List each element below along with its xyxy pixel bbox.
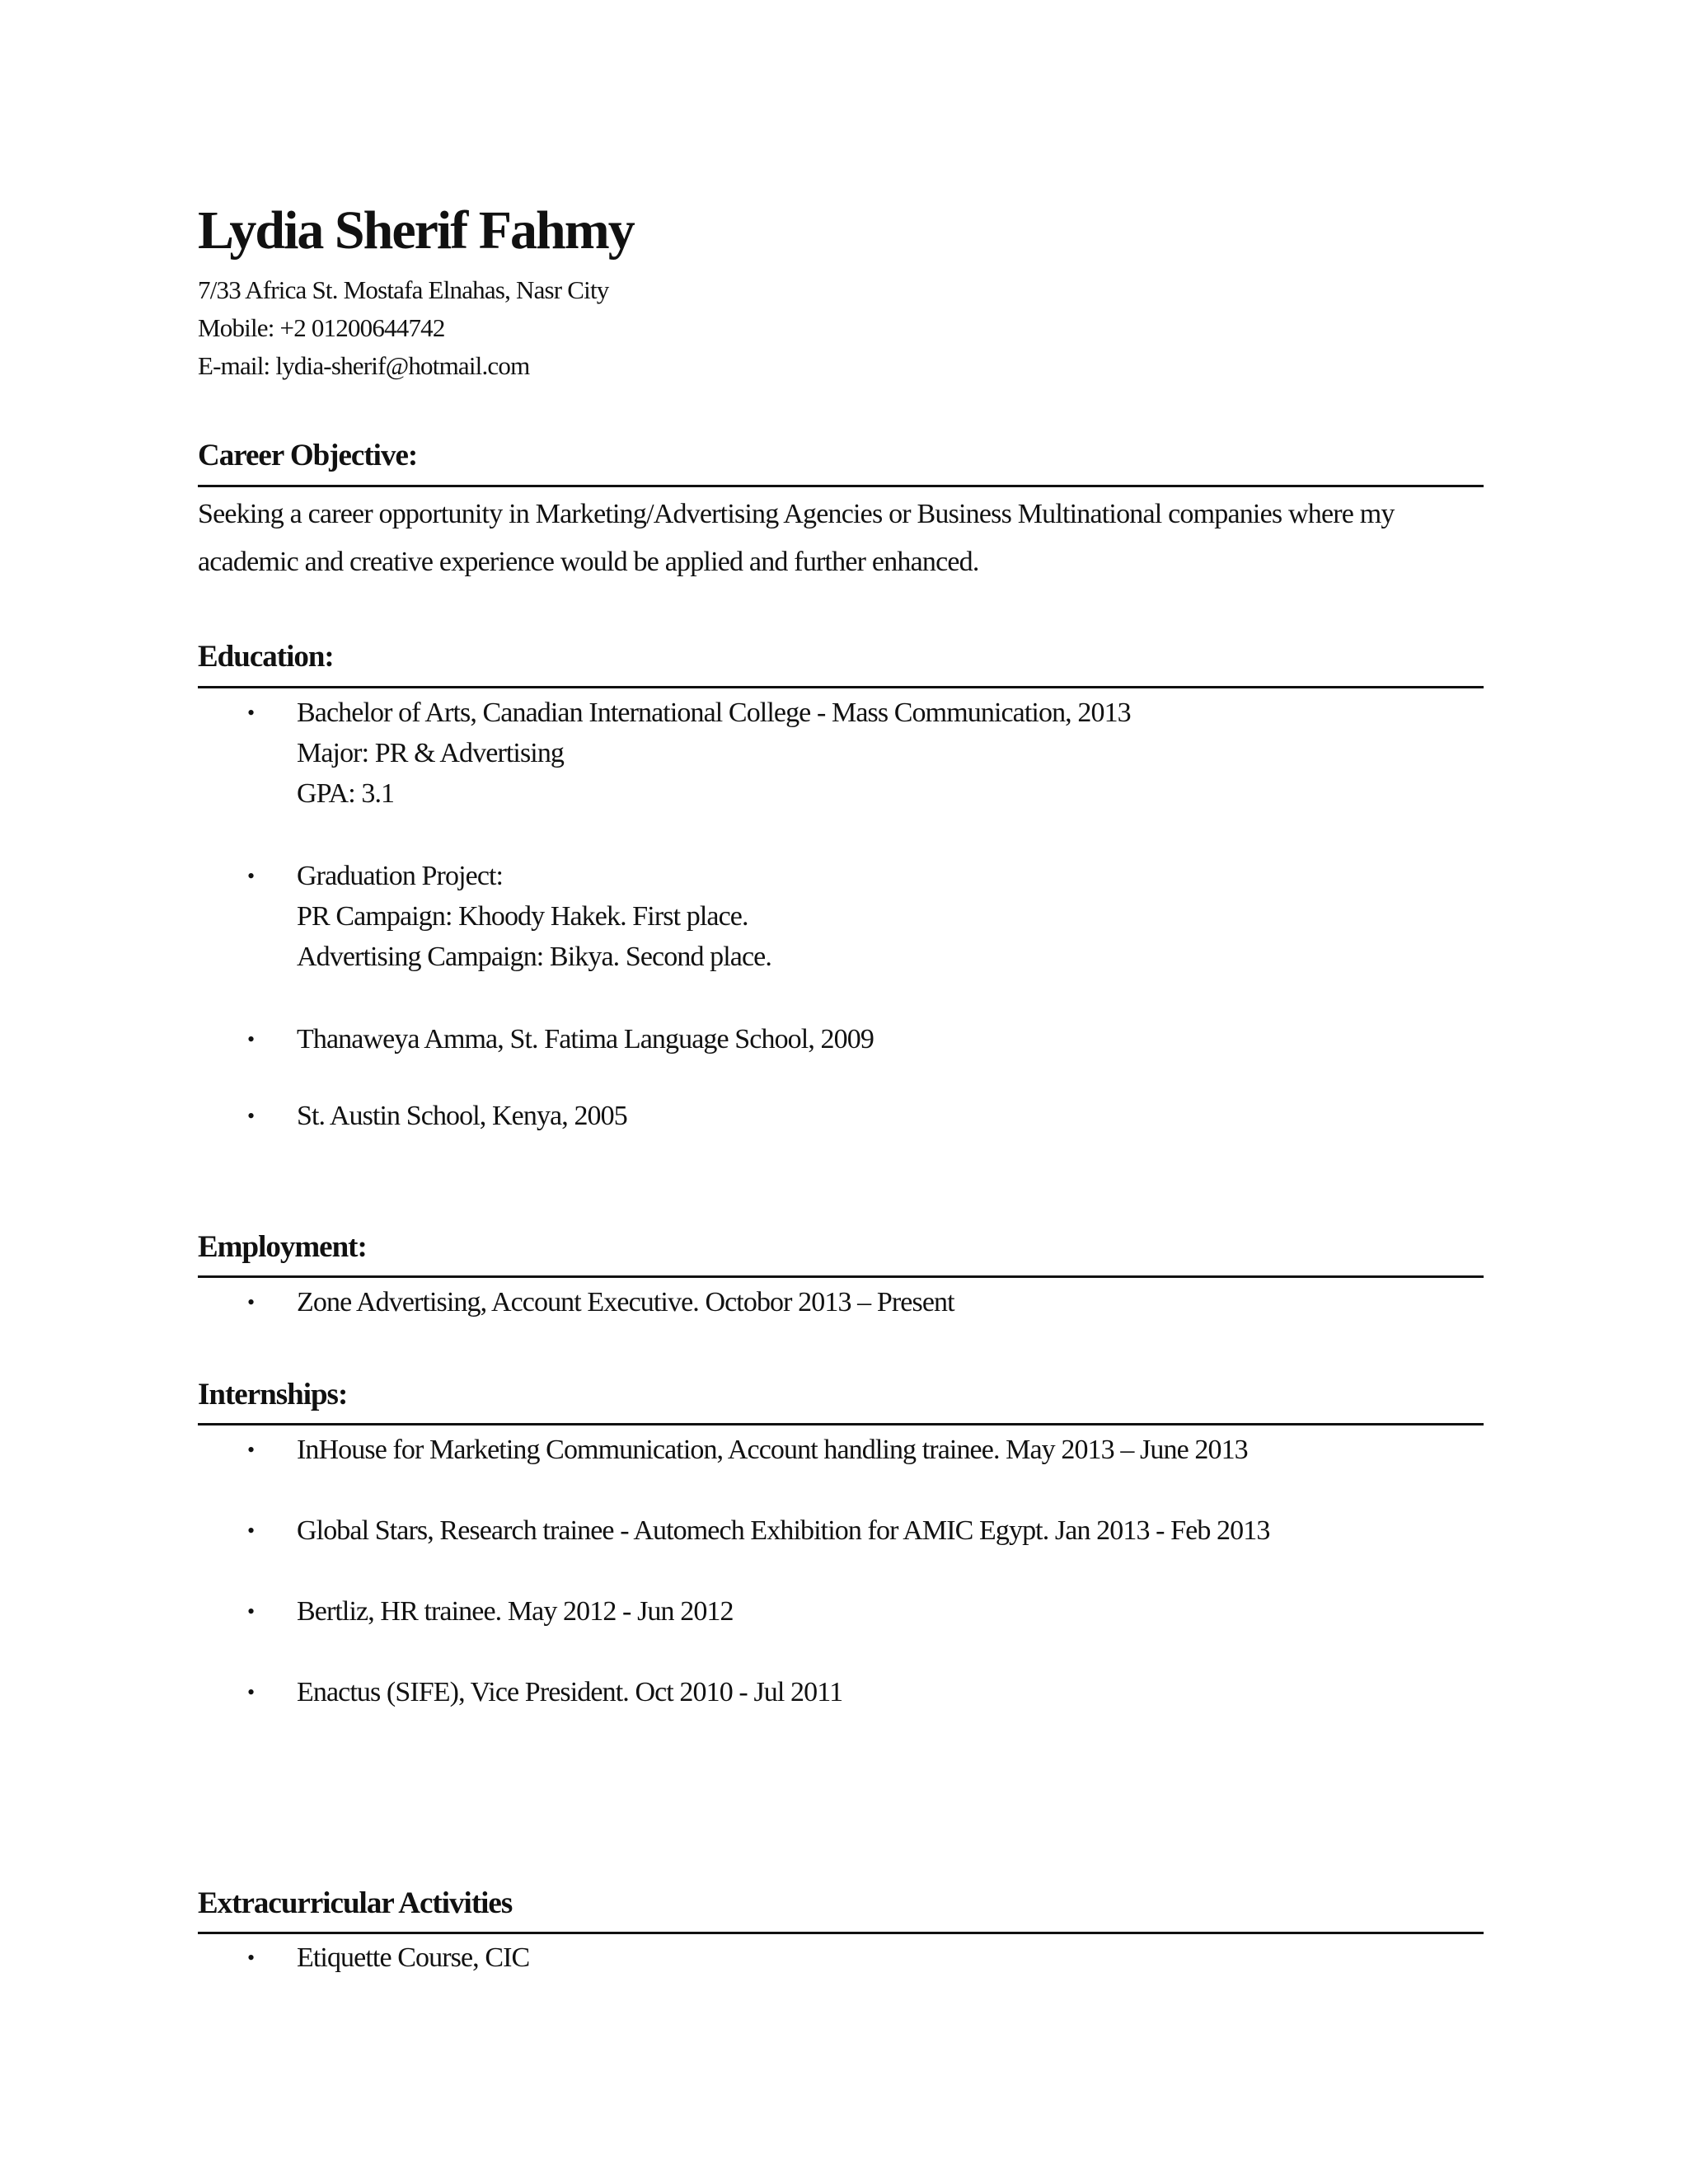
- career-objective-text: Seeking a career opportunity in Marketing/Advertising Agencies or Business Multinational companies where my academic and creative experience would be applied and further enhanced.: [198, 499, 1395, 577]
- extracurricular-rule: [198, 1932, 1484, 1934]
- advertising-campaign-line: Advertising Campaign: Bikya. Second place.: [297, 942, 771, 972]
- bullet-icon: •: [247, 1438, 255, 1462]
- bullet-icon: •: [247, 864, 255, 888]
- education-major: Major: PR & Advertising: [297, 738, 565, 768]
- education-title: Education:: [198, 640, 334, 674]
- bullet-icon: •: [247, 1519, 255, 1543]
- graduation-project-heading: Graduation Project:: [297, 861, 504, 891]
- contact-block: [198, 271, 608, 385]
- internship-item-text: Global Stars, Research trainee - Automech Exhibition for AMIC Egypt. Jan 2013 - Feb 2013: [297, 1515, 1270, 1546]
- internships-rule: [198, 1423, 1484, 1425]
- education-item-text: St. Austin School, Kenya, 2005: [297, 1101, 627, 1131]
- mobile-line: Mobile: +2 01200644742: [198, 313, 445, 342]
- education-gpa: GPA: 3.1: [297, 778, 395, 809]
- internships-title: Internships:: [198, 1378, 348, 1411]
- bullet-icon: •: [247, 1946, 255, 1970]
- bullet-icon: •: [247, 1599, 255, 1623]
- bullet-icon: •: [247, 1290, 255, 1314]
- internship-item-text: InHouse for Marketing Communication, Account handling trainee. May 2013 – June 2013: [297, 1435, 1248, 1465]
- bullet-icon: •: [247, 1104, 255, 1128]
- career-objective-rule: [198, 485, 1484, 487]
- internship-item-text: Enactus (SIFE), Vice President. Oct 2010 - Jul 2011: [297, 1677, 843, 1707]
- employment-rule: [198, 1275, 1484, 1278]
- bullet-icon: •: [247, 1680, 255, 1704]
- resume-name: Lydia Sherif Fahmy: [198, 200, 634, 261]
- employment-title: Employment:: [198, 1230, 367, 1264]
- employment-item-text: Zone Advertising, Account Executive. Octobor 2013 – Present: [297, 1287, 954, 1317]
- bullet-icon: •: [247, 1027, 255, 1051]
- education-degree: Bachelor of Arts, Canadian International College - Mass Communication, 2013: [297, 697, 1131, 728]
- resume-page: [198, 0, 1484, 2184]
- bullet-icon: •: [247, 701, 255, 725]
- pr-campaign-line: PR Campaign: Khoody Hakek. First place.: [297, 901, 748, 932]
- education-rule: [198, 686, 1484, 688]
- extracurricular-title: Extracurricular Activities: [198, 1886, 513, 1920]
- email-line: E-mail: lydia-sherif@hotmail.com: [198, 351, 530, 380]
- internship-item-text: Bertliz, HR trainee. May 2012 - Jun 2012: [297, 1596, 734, 1627]
- career-objective-title: Career Objective:: [198, 439, 418, 472]
- education-item-text: Thanaweya Amma, St. Fatima Language School, 2009: [297, 1024, 874, 1054]
- extracurricular-item-text: Etiquette Course, CIC: [297, 1942, 530, 1973]
- address-line: 7/33 Africa St. Mostafa Elnahas, Nasr City: [198, 275, 609, 304]
